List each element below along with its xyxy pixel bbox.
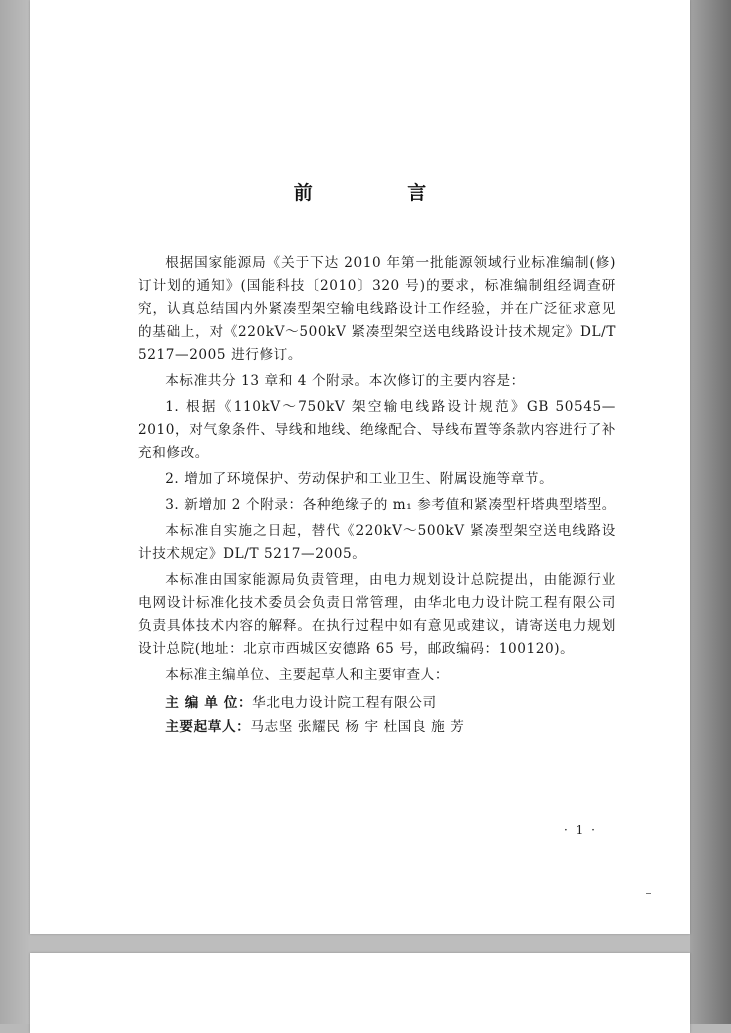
page-title: 前 言 xyxy=(293,182,471,204)
paragraph-management: 本标准由国家能源局负责管理，由电力规划设计总院提出，由能源行业电网设计标准化技术委员会负责日常管理，由华北电力设计院工程有限公司负责具体技术内容的解释。在执行过程中如有意见或建议，请寄送电力规划设计总院(地址：北京市西城区安德路 65 号，邮政编码：100120)。 xyxy=(138,572,616,657)
paragraph-item-1: 1. 根据《110kV～750kV 架空输电线路设计规范》GB 50545—2010，对气象条件、导线和地线、绝缘配合、导线布置等条款内容进行了补充和修改。 xyxy=(138,399,616,461)
drafters-line xyxy=(138,715,616,739)
chief-unit-value: 华北电力设计院工程有限公司 xyxy=(252,695,437,711)
paragraph-personnel-intro: 本标准主编单位、主要起草人和主要审查人： xyxy=(165,667,450,683)
viewer-edge-shadow xyxy=(690,0,731,1024)
drafters-label: 主要起草人： xyxy=(165,719,251,735)
document-page xyxy=(30,0,690,934)
drafters-value: 马志坚 张耀民 杨 宇 杜国良 施 芳 xyxy=(250,719,465,735)
paragraph-item-2: 2. 增加了环境保护、劳动保护和工业卫生、附属设施等章节。 xyxy=(165,471,554,487)
paragraph-structure: 本标准共分 13 章和 4 个附录。本次修订的主要内容是： xyxy=(165,373,525,389)
next-document-page xyxy=(30,953,690,1033)
paragraph-intro: 根据国家能源局《关于下达 2010 年第一批能源领域行业标准编制(修)订计划的通知》(国能科技〔2010〕320 号)的要求，标准编制组经调查研究，认真总结国内外紧凑型架空输电线路设计工作经验，并在广泛征求意见的基础上，对《220kV～500kV 紧凑型架空送电线路设计技术规定》DL/T 5217—2005 进行修订。 xyxy=(138,255,616,363)
page-number: · 1 · xyxy=(564,823,597,837)
page-mark xyxy=(646,893,651,894)
chief-unit-line xyxy=(138,691,616,715)
page-body xyxy=(138,252,616,739)
chief-unit-label: 主 编 单 位： xyxy=(165,695,253,711)
paragraph-item-3: 3. 新增加 2 个附录：各种绝缘子的 m₁ 参考值和紧凑型杆塔典型塔型。 xyxy=(165,497,616,513)
paragraph-replacement: 本标准自实施之日起，替代《220kV～500kV 紧凑型架空送电线路设计技术规定》DL/T 5217—2005。 xyxy=(138,523,616,562)
